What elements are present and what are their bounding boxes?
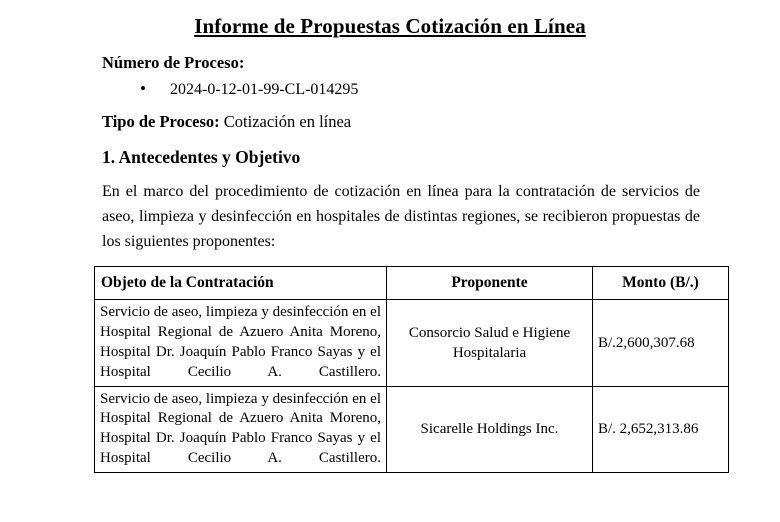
- proposals-table: [94, 266, 729, 472]
- table-header-objeto: Objeto de la Contratación: [95, 267, 387, 300]
- process-number-label: Número de Proceso:: [102, 53, 245, 73]
- table-header-row: [95, 267, 729, 300]
- page-title: Informe de Propuestas Cotización en Línea: [194, 14, 586, 38]
- section-paragraph: En el marco del procedimiento de cotización en línea para la contratación de servicios de aseo, limpieza y desinfección en hospitales de distintas regiones, se recibieron propuestas de los siguientes proponentes:: [102, 183, 700, 250]
- cell-objeto: Servicio de aseo, limpieza y desinfección en el Hospital Regional de Azuero Anita Moreno, Hospital Dr. Joaquín Pablo Franco Sayas y el Hospital Cecilio A. Castillero.: [95, 386, 387, 472]
- section-heading-antecedentes: 1. Antecedentes y Objetivo: [102, 147, 301, 168]
- cell-proponente: Consorcio Salud e Higiene Hospitalaria: [387, 300, 593, 386]
- process-type-value: Cotización en línea: [223, 111, 352, 131]
- process-type-label: Tipo de Proceso:: [102, 111, 220, 131]
- table-header-proponente: Proponente: [387, 267, 593, 300]
- list-item: • 2024-0-12-01-99-CL-014295: [140, 79, 740, 101]
- table-row: [95, 386, 729, 472]
- cell-proponente: Sicarelle Holdings Inc.: [387, 386, 593, 472]
- process-type-row: [40, 111, 740, 133]
- process-number-list: [40, 79, 740, 101]
- cell-objeto: Servicio de aseo, limpieza y desinfección en el Hospital Regional de Azuero Anita Moreno, Hospital Dr. Joaquín Pablo Franco Sayas y el Hospital Cecilio A. Castillero.: [95, 300, 387, 386]
- cell-monto: B/. 2,652,313.86: [593, 386, 729, 472]
- table-row: [95, 300, 729, 386]
- cell-monto: B/.2,600,307.68: [593, 300, 729, 386]
- table-header-monto: Monto (B/.): [593, 267, 729, 300]
